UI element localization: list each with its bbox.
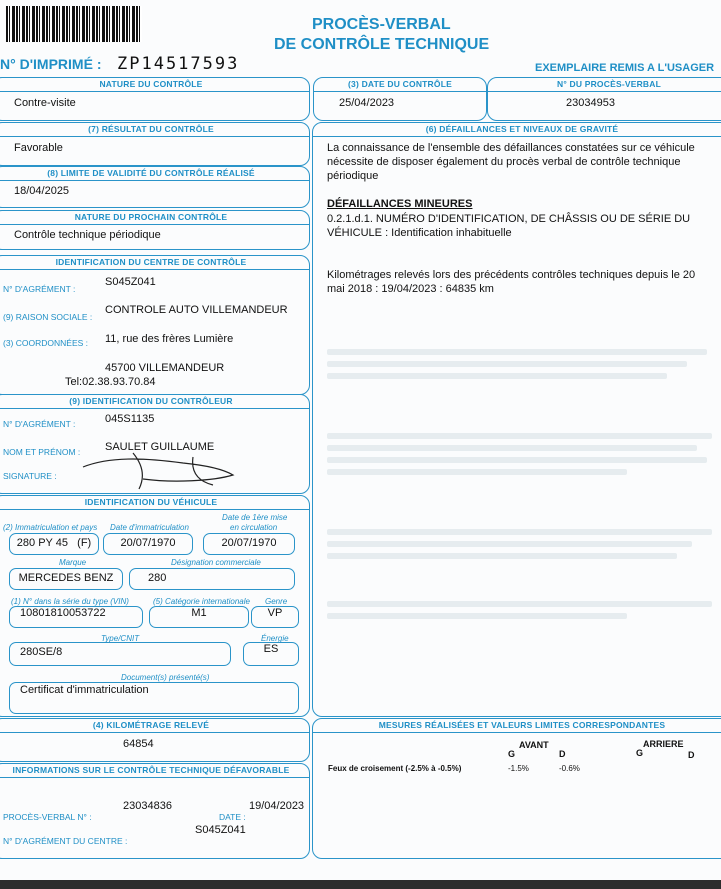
mesure-row-label: Feux de croisement (-2.5% à -0.5%) [328,764,462,773]
mesure-avant-g: -1.5% [508,764,529,773]
resultat-header: (7) RÉSULTAT DU CONTRÔLE [0,123,309,137]
defavorable-box [0,763,310,859]
show-through [327,349,707,355]
type-field [9,642,231,666]
centre-raison-value: CONTROLE AUTO VILLEMANDEUR [105,304,288,316]
show-through [327,529,712,535]
kilometrage-box [0,718,310,762]
centre-phone: Tel:02.38.93.70.84 [65,376,156,388]
genre-value: VP [267,607,283,619]
pv-number-box [487,77,721,121]
arriere-d-label: D [688,750,695,760]
defavorable-agrement-value: S045Z041 [195,824,246,836]
centre-agrement-label: N° D'AGRÉMENT : [3,284,76,294]
controleur-signature-label: SIGNATURE : [3,471,57,481]
controleur-header: (9) IDENTIFICATION DU CONTRÔLEUR [0,395,309,409]
limite-value: 18/04/2025 [14,185,70,197]
document-value: Certificat d'immatriculation [20,684,149,696]
show-through [327,373,667,379]
date-controle-header: (3) DATE DU CONTRÔLE [314,78,486,92]
vin-field [9,606,143,628]
show-through [327,433,712,439]
avant-label: AVANT [519,740,549,750]
vin-label: (1) N° dans la série du type (VIN) [11,597,129,606]
pays-value: (F) [77,537,92,549]
mineures-text: 0.2.1.d.1. NUMÉRO D'IDENTIFICATION, DE CHÂSSIS OU DE SÉRIE DU VÉHICULE : Identification inhabituelle [327,213,691,239]
designation-label: Désignation commerciale [171,558,261,567]
show-through [327,469,627,475]
prochain-box [0,210,310,250]
marque-label: Marque [59,558,87,567]
show-through [327,445,697,451]
premiere-label-1: Date de 1ère mise [222,513,288,522]
pv-number-header: N° DU PROCÈS-VERBAL [488,78,721,92]
centre-address2: 45700 VILLEMANDEUR [105,362,225,374]
categorie-field [149,606,249,628]
marque-field [9,568,123,590]
mineures-title: DÉFAILLANCES MINEURES [327,198,473,210]
centre-address1: 11, rue des frères Lumière [105,333,234,345]
show-through [327,613,627,619]
date-immat-field [103,533,193,555]
document-title-line2: DE CONTRÔLE TECHNIQUE [274,36,490,53]
vehicule-header: IDENTIFICATION DU VÉHICULE [0,496,309,510]
date-immat-value: 20/07/1970 [120,537,176,549]
defaillances-header: (6) DÉFAILLANCES ET NIVEAUX DE GRAVITÉ [313,123,721,137]
defaillances-intro: La connaissance de l'ensemble des défaillances constatées sur ce véhicule nécessite de disposer également du procès verbal de contrôle technique périodique [327,142,695,182]
copy-label: EXEMPLAIRE REMIS A L'USAGER [535,62,715,74]
resultat-value: Favorable [14,142,63,154]
controleur-agrement-value: 045S1135 [105,413,155,425]
energie-field [243,642,299,666]
centre-box [0,255,310,395]
imprime-label: N° D'IMPRIMÉ : [0,56,102,72]
km-history: Kilométrages relevés lors des précédents contrôles techniques depuis le 20 mai 2018 : 19/04/2023 : 64835 km [327,269,696,295]
document-label: Document(s) présenté(s) [121,673,210,682]
nature-header: NATURE DU CONTRÔLE [0,78,309,92]
premiere-value: 20/07/1970 [221,537,277,549]
centre-raison-label: (9) RAISON SOCIALE : [3,312,93,322]
controleur-box [0,394,310,494]
nature-value: Contre-visite [14,97,76,109]
barcode [6,6,142,42]
immat-field [9,533,99,555]
type-value: 280SE/8 [20,646,63,658]
signature-scribble [73,445,253,491]
defavorable-pv-label: PROCÈS-VERBAL N° : [3,812,92,822]
marque-value: MERCEDES BENZ [18,572,114,584]
energie-value: ES [263,643,279,655]
mesure-avant-d: -0.6% [559,764,580,773]
prochain-value: Contrôle technique périodique [14,229,161,241]
genre-label: Genre [265,597,288,606]
bottom-strip [0,880,721,889]
categorie-value: M1 [191,607,207,619]
date-controle-value: 25/04/2023 [339,97,395,109]
avant-g-label: G [508,749,516,759]
avant-d-label: D [559,749,566,759]
prochain-header: NATURE DU PROCHAIN CONTRÔLE [0,211,309,225]
defavorable-pv-value: 23034836 [123,800,172,812]
arriere-label: ARRIERE [643,739,684,749]
show-through [327,541,692,547]
type-label: Type/CNIT [101,634,140,643]
kilometrage-value: 64854 [123,738,154,750]
imprime-number: ZP14517593 [117,54,240,74]
mesures-header: MESURES RÉALISÉES ET VALEURS LIMITES CORRESPONDANTES [313,719,721,733]
controleur-nom-label: NOM ET PRÉNOM : [3,447,81,457]
limite-header: (8) LIMITE DE VALIDITÉ DU CONTRÔLE RÉALISÉ [0,167,309,181]
centre-header: IDENTIFICATION DU CENTRE DE CONTRÔLE [0,256,309,270]
energie-label: Énergie [261,634,289,643]
premiere-label-2: en circulation [230,523,278,532]
mesures-box [312,718,721,859]
pv-number-value: 23034953 [566,97,615,109]
premiere-field [203,533,295,555]
show-through [327,601,712,607]
show-through [327,457,707,463]
defaillances-box [312,122,721,717]
date-controle-box [313,77,487,121]
genre-field [251,606,299,628]
vehicule-box [0,495,310,717]
immat-label: (2) Immatriculation et pays [3,523,98,532]
defavorable-date-value: 19/04/2023 [249,800,305,812]
centre-coord-label: (3) COORDONNÉES : [3,338,89,348]
resultat-box [0,122,310,166]
designation-value: 280 [148,572,167,584]
date-immat-label: Date d'immatriculation [110,523,189,532]
kilometrage-header: (4) KILOMÉTRAGE RELEVÉ [0,719,309,733]
arriere-g-label: G [636,748,644,758]
controleur-nom-value: SAULET GUILLAUME [105,441,215,453]
defavorable-agrement-label: N° D'AGRÉMENT DU CENTRE : [3,836,128,846]
centre-agrement-value: S045Z041 [105,276,156,288]
document-title-line1: PROCÈS-VERBAL [312,16,451,33]
show-through [327,553,677,559]
vin-value: 10801810053722 [20,607,106,619]
show-through [327,361,687,367]
nature-box [0,77,310,121]
controleur-agrement-label: N° D'AGRÉMENT : [3,419,76,429]
designation-field [129,568,295,590]
categorie-label: (5) Catégorie internationale [153,597,250,606]
immat-value: 280 PY 45 [16,537,68,549]
document-field [9,682,299,714]
limite-box [0,166,310,208]
defavorable-header: INFORMATIONS SUR LE CONTRÔLE TECHNIQUE DÉFAVORABLE [0,764,309,778]
defavorable-date-label: DATE : [219,812,246,822]
